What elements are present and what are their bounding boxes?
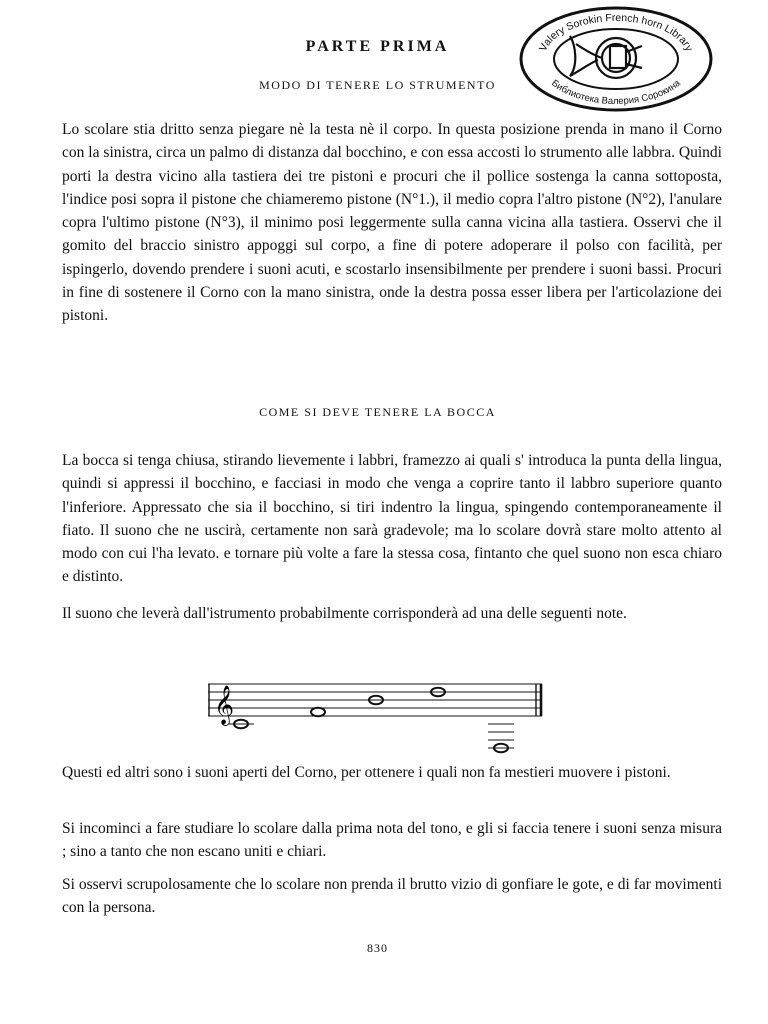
stamp-bottom-text: Библиотека Валерия Сорокина bbox=[549, 77, 683, 108]
paragraph-first-note: Si incominci a fare studiare lo scolare dalla prima nota del tono, e gli si faccia tenere i suoni senza misura ; sino a tanto che non escano uniti e chiari. bbox=[62, 820, 722, 861]
page-title: PARTE PRIMA bbox=[305, 38, 450, 55]
page-number: 830 bbox=[367, 941, 388, 955]
paragraph-bad-habits: Si osservi scrupolosamente che lo scolare non prenda il brutto vizio di gonfiare le gote, e di far movimenti con la persona. bbox=[62, 876, 722, 917]
paragraph-holding-instrument: Lo scolare stia dritto senza piegare nè la testa nè il corpo. In questa posizione prenda in mano il Corno con la sinistra, circa un palmo di distanza dal bocchino, e con essa accosti lo strumento alle labbra. Quindi porti la destra vicino alla tastiera dei tre pistoni e procuri che il pollice sostenga la canna sottoposta, l'indice posi sopra il pistone che chiameremo pistone (N°1.), il medio copra l'altro pistone (N°2), l'anulare copra l'ultimo pistone (N°3), il minimo posi leggermente sulla canna vicina alla tastiera. Osservi che il gomito del braccio sinistro appoggi sul corpo, a fine di potere adoperare il polso con facilità, per ispingerlo, dovendo prendere i suoni acuti, e scostarlo insensibilmente per prendere i suoni bassi. Procuri in fine di sostenere il Corno con la mano sinistra, onde la destra possa esser libera per l'articolazione dei pistoni. bbox=[62, 121, 722, 325]
stamp-top-text: Valery Sorokin French horn Library bbox=[537, 11, 696, 54]
paragraph-mouth: La bocca si tenga chiusa, stirando lievemente i labbri, framezzo ai quali s' introduca la punta della lingua, quindi si appressi il bocchino, e facciasi in modo che venga a coprire tanto il labbro superiore quanto l'inferiore. Appressato che sia il bocchino, si tiri indentro la lingua, spingendo contemporaneamente il fiato. Il suono che ne uscirà, certamente non sarà gradevole; ma lo scolare dovrà stare molto attento al modo con cui l'ha levato. e tornare più volte a fare la stessa cosa, fintanto che quel suono non esca chiaro e distinto. bbox=[62, 452, 722, 586]
treble-clef-icon: 𝄞 bbox=[214, 685, 235, 725]
library-stamp bbox=[518, 6, 714, 112]
paragraph-open-sounds: Questi ed altri sono i suoni aperti del Corno, per ottenere i quali non fa mestieri muovere i pistoni. bbox=[62, 764, 671, 781]
paragraph-notes-intro: Il suono che leverà dall'istrumento probabilmente corrisponderà ad una delle seguenti note. bbox=[62, 605, 627, 622]
music-staff bbox=[208, 678, 544, 758]
section-heading-holding-instrument: MODO DI TENERE LO STRUMENTO bbox=[259, 78, 496, 92]
note-g4-icon bbox=[311, 708, 325, 716]
section-heading-mouth: COME SI DEVE TENERE LA BOCCA bbox=[259, 405, 496, 419]
note-low-c-icon bbox=[488, 724, 514, 752]
